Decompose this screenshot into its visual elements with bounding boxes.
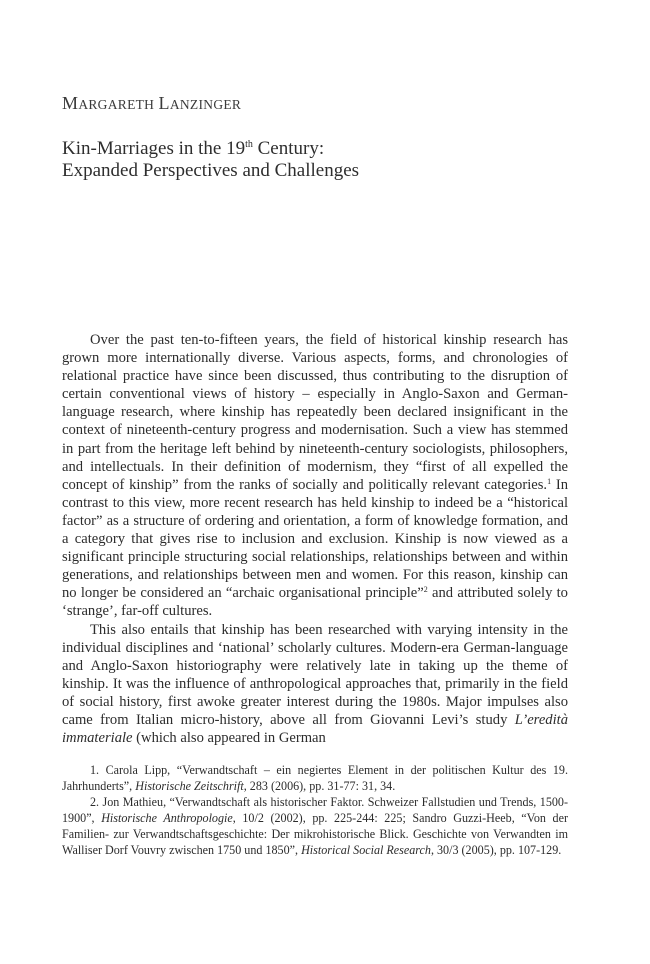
title-ordinal-sup: th: [245, 139, 253, 150]
book-title-italic: L’eredità immateriale: [62, 711, 568, 747]
author-name: [62, 93, 241, 114]
title-line-1: [62, 138, 359, 160]
title-line-2: Expanded Perspectives and Challenges: [62, 160, 360, 181]
paragraph-2: [62, 621, 568, 748]
footnote-ref-1[interactable]: 1: [547, 476, 552, 486]
footnote-2-part-a: 2. Jon Mathieu, “Verwandtschaft als historischer Faktor. Schweizer Fallstudien und Trends, 1500-1900”,: [62, 795, 568, 825]
paragraph-1: [62, 331, 568, 621]
footnote-2-journal-1: Historische Anthropologie: [101, 811, 233, 825]
paragraph-1-part-c: and attributed solely to ‘strange’, far-off cultures.: [62, 585, 568, 620]
footnote-2: [62, 794, 568, 858]
paragraph-1-part-a: Over the past ten-to-fifteen years, the field of historical kinship research has grown more internationally diverse. Various aspects, forms, and chronologies of relational practice have since been discussed, thus contributing to the disruption of certain conventional views of history – especially in Anglo-Saxon and German-language research, where kinship has repeatedly been declared insignificant in the context of nineteenth-century progress and modernisation. Such a view has stemmed in part from the heritage left behind by nineteenth-century sociologists, philosophers, and intellectuals. In their definition of modernism, they “first of all expelled the concept of kinship” from the ranks of socially and politically relevant categories.: [62, 332, 568, 493]
article-title: [62, 138, 359, 182]
footnote-2-journal-2: Historical Social Research: [301, 843, 431, 857]
footnote-1: [62, 762, 568, 794]
title-line-1-text: Kin-Marriages in the 19: [62, 138, 246, 159]
footnote-1-part-b: , 283 (2006), pp. 31-77: 31, 34.: [243, 779, 396, 793]
author-last-rest: ANZINGER: [169, 97, 242, 112]
paragraph-2-part-b: (which also appeared in German: [132, 730, 326, 747]
author-last-initial: L: [158, 93, 170, 113]
author-first-initial: M: [62, 93, 79, 113]
footnote-ref-2[interactable]: 2: [423, 585, 428, 595]
title-line-1-end: Century:: [252, 138, 325, 159]
paragraph-1-part-b: In contrast to this view, more recent research has held kinship to indeed be a “historical factor” as a structure of ordering and orientation, a form of knowledge formation, and a category that gives rise to inclusion and exclusion. Kinship is now viewed as a significant principle structuring social relationships, relationships between and within generations, and relationships between men and women. For this reason, kinship can no longer be considered an “archaic organisational principle”: [62, 476, 569, 602]
footnote-1-part-a: 1. Carola Lipp, “Verwandtschaft – ein negiertes Element in der politischen Kultur des 19. Jahrhunderts”,: [62, 763, 568, 793]
footnote-2-part-c: , 30/3 (2005), pp. 107-129.: [430, 843, 562, 857]
footnote-2-part-b: , 10/2 (2002), pp. 225-244: 225; Sandro Guzzi-Heeb, “Von der Familien- zur Verwandtschaftsgeschichte: Der mikrohistorische Blick. Geschichte von Verwandten im Walliser Dorf Vouvry zwischen 1750 und 1850”,: [62, 811, 568, 857]
footnotes: [62, 762, 568, 858]
footnote-1-journal: Historische Zeitschrift: [135, 779, 244, 793]
author-first-rest: ARGARETH: [78, 97, 155, 112]
body-text: [62, 331, 568, 747]
paragraph-2-part-a: This also entails that kinship has been researched with varying intensity in the individual disciplines and ‘national’ scholarly cultures. Modern-era German-language and Anglo-Saxon historiography were relatively late in taking up the theme of kinship. It was the influence of anthropological approaches that, primarily in the field of social history, first awoke greater interest during the 1980s. Major impulses also came from Italian micro-history, above all from Giovanni Levi’s study: [62, 621, 568, 728]
